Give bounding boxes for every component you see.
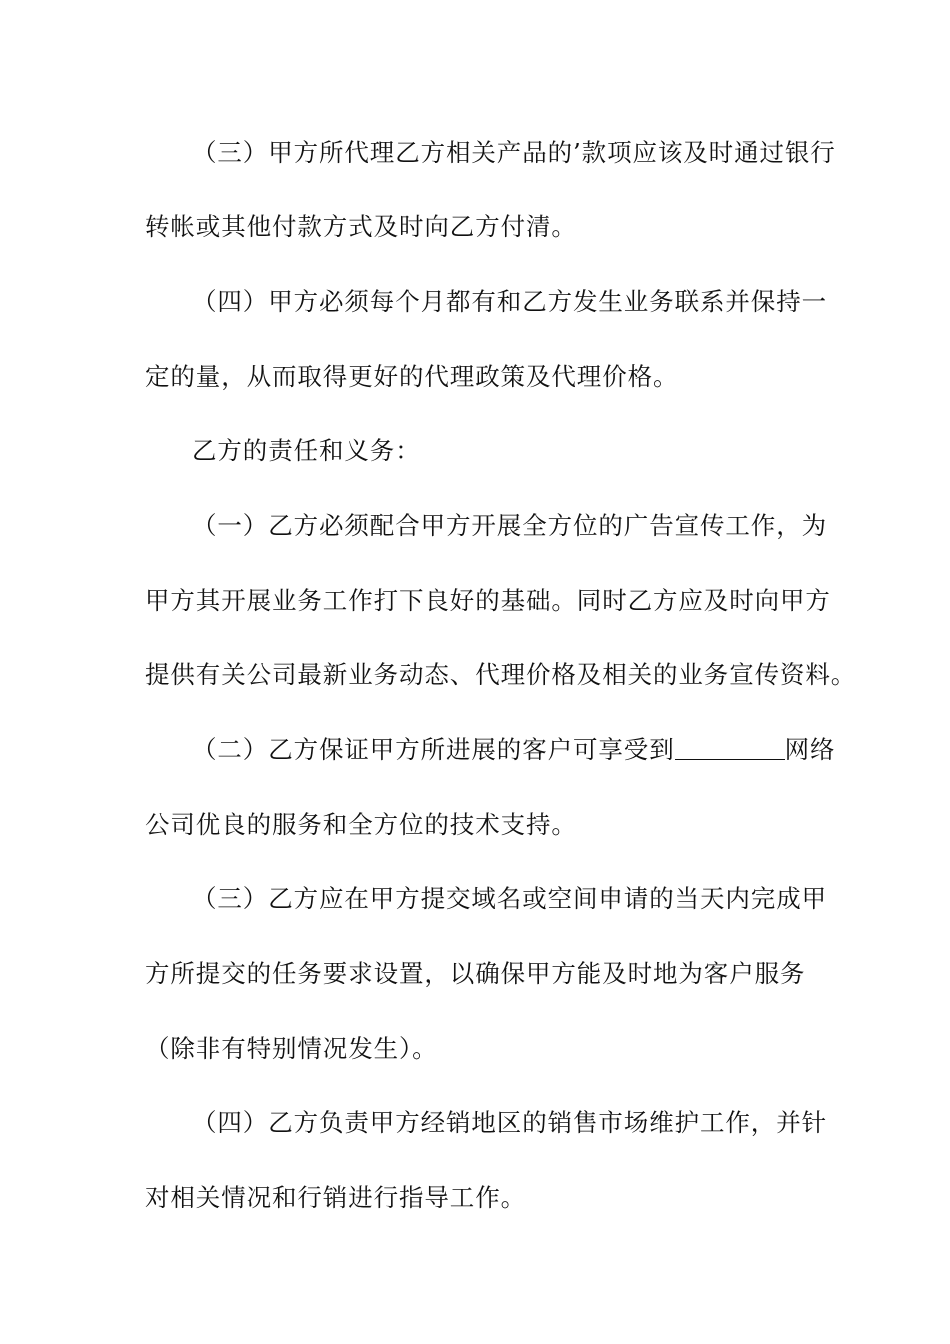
paragraph-line: 方所提交的任务要求设置，以确保甲方能及时地为客户服务 xyxy=(145,959,806,988)
fill-in-blank xyxy=(675,737,785,760)
paragraph-line: 提供有关公司最新业务动态、代理价格及相关的业务宣传资料。 xyxy=(145,660,857,689)
paragraph-line: （除非有特别情况发生）。 xyxy=(145,1034,438,1063)
paragraph-line: （三）甲方所代理乙方相关产品的’款项应该及时通过银行 xyxy=(192,138,836,167)
paragraph-line: （四）甲方必须每个月都有和乙方发生业务联系并保持一 xyxy=(192,287,827,316)
section-heading: 乙方的责任和义务： xyxy=(192,436,421,465)
paragraph-line: 转帐或其他付款方式及时向乙方付清。 xyxy=(145,212,577,241)
paragraph-line: （一）乙方必须配合甲方开展全方位的广告宣传工作，为 xyxy=(192,511,827,540)
paragraph-text: 网络 xyxy=(784,735,836,764)
paragraph-line: 定的量，从而取得更好的代理政策及代理价格。 xyxy=(145,362,679,391)
paragraph-line: 公司优良的服务和全方位的技术支持。 xyxy=(145,810,577,839)
paragraph-line: （四）乙方负责甲方经销地区的销售市场维护工作，并针 xyxy=(192,1108,827,1137)
paragraph-line-with-blank xyxy=(192,735,836,765)
paragraph-line: （三）乙方应在甲方提交域名或空间申请的当天内完成甲 xyxy=(192,884,827,913)
paragraph-text: （二）乙方保证甲方所进展的客户可享受到 xyxy=(192,735,675,764)
paragraph-line: 甲方其开展业务工作打下良好的基础。同时乙方应及时向甲方 xyxy=(145,586,831,615)
paragraph-line: 对相关情况和行销进行指导工作。 xyxy=(145,1183,526,1212)
